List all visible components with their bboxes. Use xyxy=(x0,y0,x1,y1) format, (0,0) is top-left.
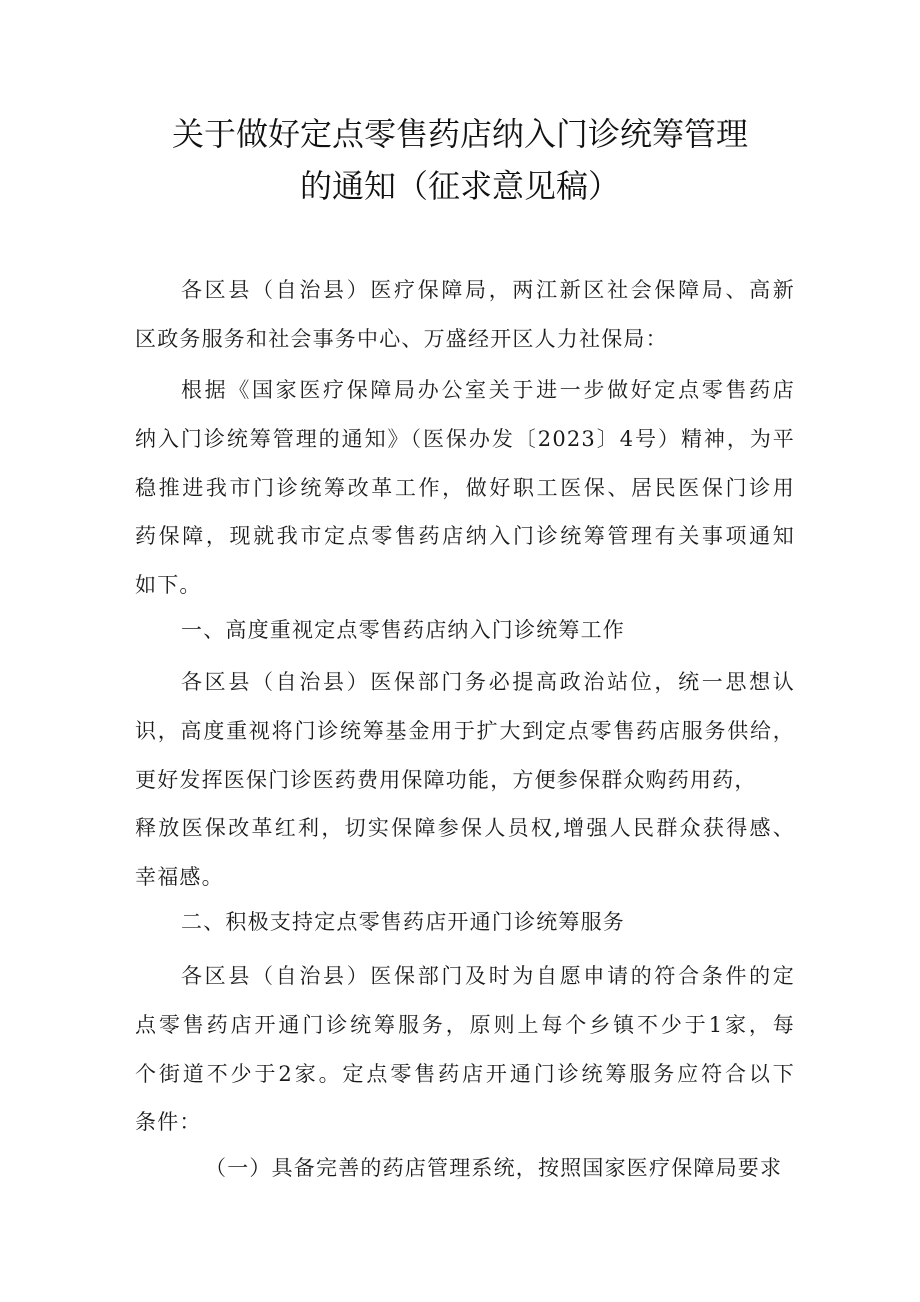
heading-line: 二、积极支持定点零售药店开通门诊统筹服务 xyxy=(181,910,625,934)
paragraph-line: 区政务服务和社会事务中心、万盛经开区人力社保局： xyxy=(135,326,668,351)
paragraph-line: 药保障，现就我市定点零售药店纳入门诊统筹管理有关事项通知 xyxy=(135,524,795,549)
paragraph-line: 幸福感。 xyxy=(135,865,224,890)
item-1-paragraph xyxy=(135,1144,795,1193)
paragraph-line: 更好发挥医保门诊医药费用保障功能，方便参保群众购药用药， xyxy=(135,767,757,792)
section-heading-2 xyxy=(135,898,795,947)
paragraph-line: 条件： xyxy=(135,1110,202,1135)
paragraph-line: 识，高度重视将门诊统筹基金用于扩大到定点零售药店服务供给， xyxy=(135,718,795,743)
paragraph-line: 各区县（自治县）医保部门务必提高政治站位，统一思想认 xyxy=(181,670,795,694)
heading-line: 一、高度重视定点零售药店纳入门诊统筹工作 xyxy=(181,618,625,642)
basis-paragraph xyxy=(135,366,795,610)
section-1-paragraph xyxy=(135,658,795,902)
paragraph-line: 如下。 xyxy=(135,573,202,598)
document-title-line-1: 关于做好定点零售药店纳入门诊统筹管理 xyxy=(171,115,748,153)
section-heading-1 xyxy=(135,606,795,655)
document-title-line-2: 的通知（征求意见稿） xyxy=(299,167,620,205)
paragraph-line: 各区县（自治县）医保部门及时为自愿申请的符合条件的定 xyxy=(181,964,795,988)
paragraph-line: 个街道不少于2家。定点零售药店开通门诊统筹服务应符合以下 xyxy=(135,1061,795,1086)
paragraph-line: 稳推进我市门诊统筹改革工作，做好职工医保、居民医保门诊用 xyxy=(135,475,795,500)
paragraph-line: 纳入门诊统筹管理的通知》（医保办发〔2023〕4号）精神，为平 xyxy=(135,426,795,451)
paragraph-line: 根据《国家医疗保障局办公室关于进一步做好定点零售药店 xyxy=(181,378,795,402)
paragraph-line: 各区县（自治县）医疗保障局，两江新区社会保障局、高新 xyxy=(181,278,795,302)
paragraph-line: 释放医保改革红利，切实保障参保人员权,增强人民群众获得感、 xyxy=(135,816,795,841)
addressee-paragraph xyxy=(135,266,795,364)
paragraph-line: （一）具备完善的药店管理系统，按照国家医疗保障局要求 xyxy=(205,1156,783,1180)
section-2-paragraph xyxy=(135,952,795,1147)
paragraph-line: 点零售药店开通门诊统筹服务，原则上每个乡镇不少于1家，每 xyxy=(135,1012,795,1037)
